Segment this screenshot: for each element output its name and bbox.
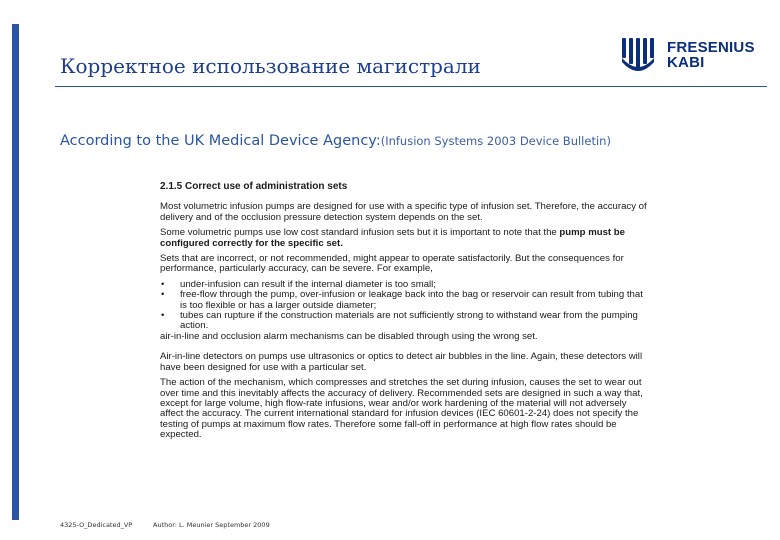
list-item-text: tubes can rupture if the construction materials are not sufficiently strong to withstand wear from the pumping action. xyxy=(180,310,638,332)
footer-document-id: 4325-O_Dedicated_VP xyxy=(60,521,133,529)
left-accent-bar xyxy=(12,24,19,520)
fresenius-logo-icon xyxy=(620,36,656,72)
consequences-list xyxy=(160,280,650,332)
logo-line-1: FRESENIUS xyxy=(667,39,755,56)
excerpt-paragraph-4: Air-in-line detectors on pumps use ultrasonics or optics to detect air bubbles in the line. Again, these detectors will have been designed for use with a particular set. xyxy=(160,351,643,373)
bulletin-excerpt xyxy=(160,182,650,446)
page-title: Корректное использование магистрали xyxy=(60,54,481,78)
list-item-text: under-infusion can result if the internal diameter is too small; xyxy=(180,278,436,290)
source-statement xyxy=(60,133,611,149)
fresenius-kabi-logo xyxy=(620,36,770,76)
excerpt-paragraph-5: The action of the mechanism, which compresses and stretches the set during infusion, causes the set to wear out over time and this inevitably affects the accuracy of delivery. Recommended sets are designed in such a way that, except for large volume, high flow-rate infusions, wear and/or work hardening of the material will not adversely affect the accuracy. The current international standard for infusion devices (IEC 60601-2-24) does not specify the testing of pumps at maximum flow rates. Therefore some fall-off in performance at high flow rates should be expected. xyxy=(160,377,643,441)
excerpt-paragraph-1: Most volumetric infusion pumps are designed for use with a specific type of infusion set. Therefore, the accuracy of delivery and of the occlusion pressure detection system depends on the set. xyxy=(160,201,647,223)
footer-author: Author: L. Meunier September 2009 xyxy=(153,521,270,529)
bullet-icon: • xyxy=(161,289,165,301)
excerpt-heading: 2.1.5 Correct use of administration sets xyxy=(160,181,348,192)
logo-wordmark xyxy=(667,40,755,70)
subtitle-main: According to the UK Medical Device Agency: xyxy=(60,133,381,149)
bullet-icon: • xyxy=(161,310,165,322)
paragraph-2-emphasis: pump must be configured correctly for the specific set. xyxy=(160,227,625,249)
logo-line-2: KABI xyxy=(667,54,705,71)
paragraph-2-text: Some volumetric pumps use low cost standard infusion sets but it is important to note that the xyxy=(160,227,557,239)
list-item xyxy=(160,311,650,332)
bullet-icon: • xyxy=(161,278,165,290)
excerpt-list-continuation: air-in-line and occlusion alarm mechanisms can be disabled through using the wrong set. xyxy=(160,330,538,342)
list-item-text: free-flow through the pump, over-infusion or leakage back into the bag or reservoir can result from tubing that is too flexible or has a larger outside diameter; xyxy=(180,289,643,311)
list-item xyxy=(160,290,650,311)
title-divider xyxy=(55,86,767,87)
excerpt-paragraph-2 xyxy=(160,228,650,249)
subtitle-source: (Infusion Systems 2003 Device Bulletin) xyxy=(380,134,611,148)
excerpt-paragraph-3: Sets that are incorrect, or not recommended, might appear to operate satisfactorily. But the consequences for performance, particularly accuracy, can be severe. For example, xyxy=(160,253,624,275)
